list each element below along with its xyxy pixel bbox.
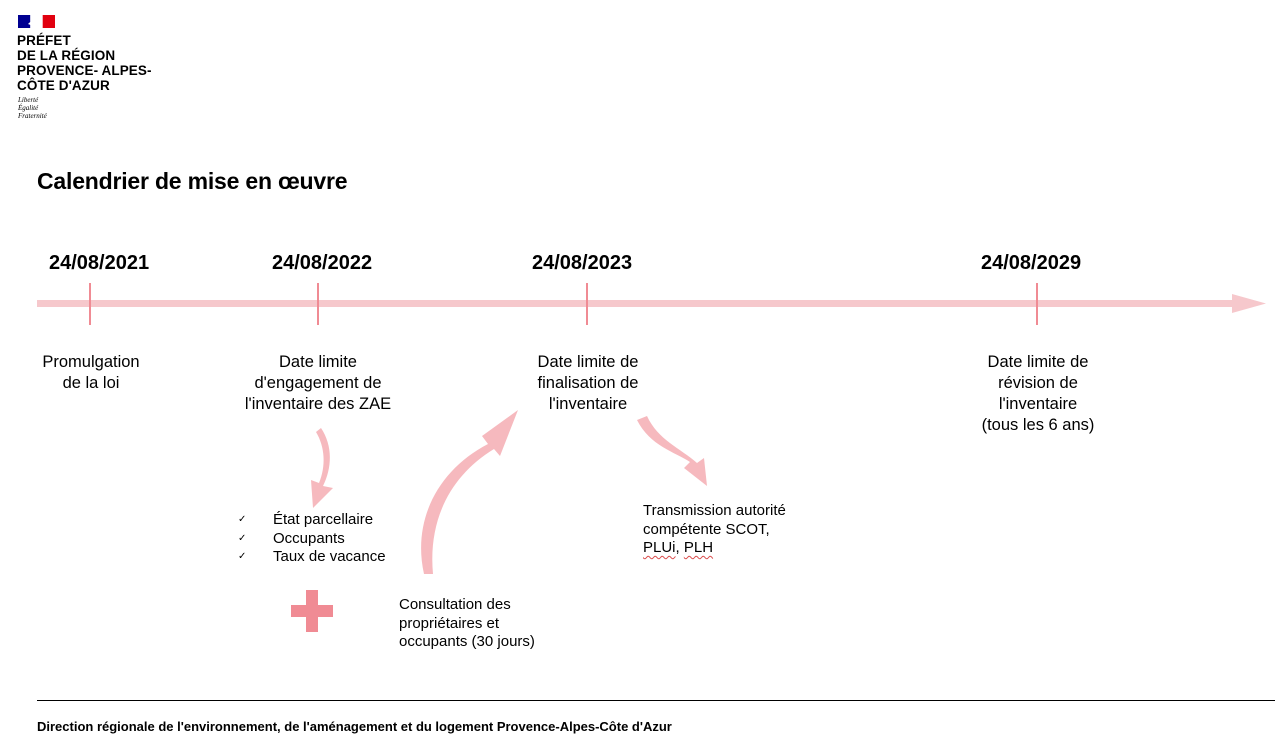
list-item: ✓ État parcellaire — [238, 511, 374, 528]
page-title: Calendrier de mise en œuvre — [37, 168, 348, 194]
date-2021: 24/08/2021 — [49, 252, 150, 274]
event-label — [37, 352, 145, 394]
event-promulgation — [37, 352, 145, 394]
list-item: ✓ Occupants — [238, 529, 345, 547]
event-engagement — [226, 352, 410, 415]
text-line: révision de — [998, 374, 1078, 392]
footer-divider — [37, 700, 1275, 701]
plus-icon — [291, 590, 333, 632]
transmission-text: Transmission autorité compétente SCOT, PLUi, PLH — [643, 502, 807, 558]
event-label — [972, 352, 1104, 436]
check-icon: ✓ — [238, 514, 247, 525]
date-2023: 24/08/2023 — [532, 252, 633, 274]
text-line: Promulgation — [42, 353, 140, 371]
text-line: d'engagement de — [254, 374, 382, 392]
prefet-logo-text: PRÉFET DE LA RÉGION PROVENCE- ALPES- CÔTE D'AZUR — [17, 33, 152, 93]
consultation-text: Consultation des propriétaires et occupants (30 jours) — [399, 596, 535, 650]
transmission-last-line: PLUi, PLH — [643, 539, 714, 556]
event-finalisation — [522, 352, 654, 415]
text-line: finalisation de — [537, 374, 639, 392]
list-item: ✓ Taux de vacance — [238, 548, 386, 565]
text-line: Date limite de — [987, 353, 1089, 371]
date-2029: 24/08/2029 — [981, 252, 1082, 274]
arrow-down-icon — [311, 428, 333, 508]
event-revision — [972, 352, 1104, 436]
text-line: l'inventaire des ZAE — [244, 395, 392, 413]
check-icon: ✓ — [238, 551, 247, 562]
text-line: Date limite — [279, 353, 357, 371]
text-line: Date limite de — [537, 353, 639, 371]
republic-motto: Liberté Égalité Fraternité — [18, 96, 47, 120]
text-line: l'inventaire — [998, 395, 1078, 413]
text-line: l'inventaire — [548, 395, 628, 413]
timeline-line — [37, 294, 1266, 313]
event-label — [522, 352, 654, 415]
inventory-checklist — [236, 511, 386, 567]
footer-text: Direction régionale de l'environnement, de l'aménagement et du logement Provence-Alpes-Côte d'Azur — [37, 719, 672, 734]
date-2022: 24/08/2022 — [272, 252, 373, 274]
arrow-up-curved-icon — [421, 410, 518, 574]
check-icon: ✓ — [238, 532, 247, 544]
text-line: (tous les 6 ans) — [981, 416, 1095, 434]
arrow-right-curved-icon — [637, 416, 707, 486]
text-line: de la loi — [62, 374, 120, 392]
event-label — [226, 352, 410, 415]
